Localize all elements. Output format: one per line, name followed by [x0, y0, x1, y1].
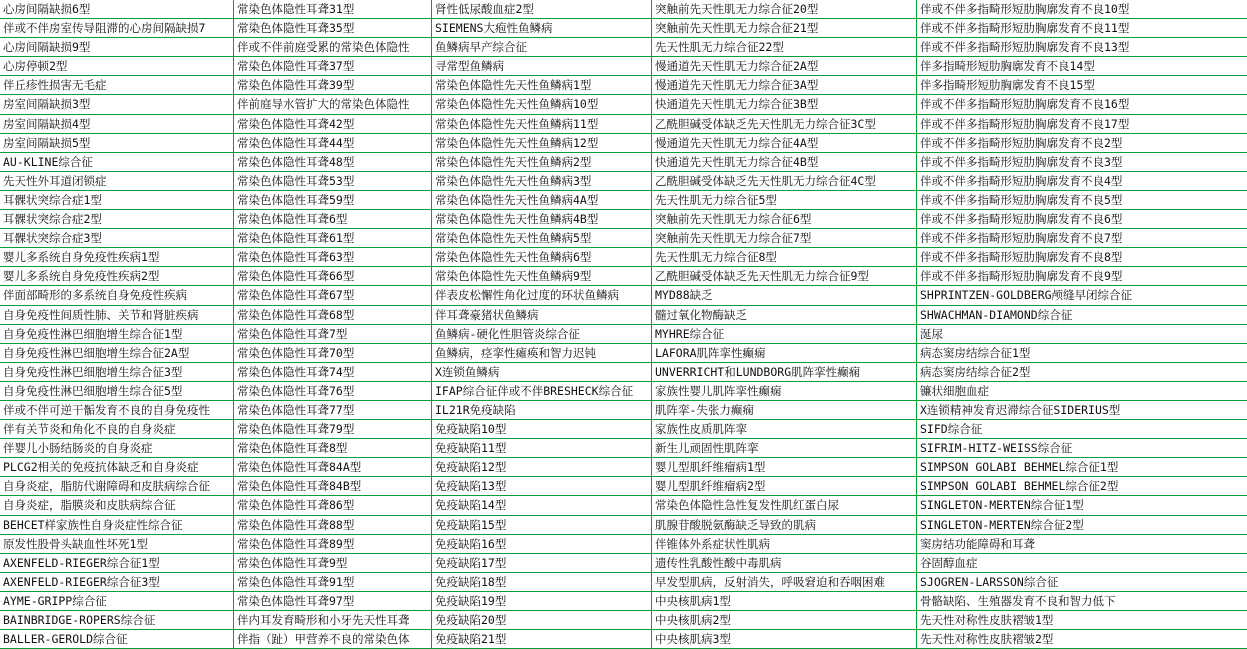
table-cell-r19-c4[interactable]: LAFORA肌阵挛性癫痫: [652, 344, 916, 362]
table-cell-r20-c1[interactable]: 自身免疫性淋巴细胞增生综合征3型: [0, 363, 233, 381]
table-cell-r25-c2[interactable]: 常染色体隐性耳聋84A型: [234, 458, 431, 476]
table-cell-r34-c2[interactable]: 伴指（趾）甲营养不良的常染色体: [234, 630, 431, 648]
table-cell-r7-c4[interactable]: 乙酰胆碱受体缺乏先天性肌无力综合征3C型: [652, 115, 916, 133]
table-cell-r13-c3[interactable]: 常染色体隐性先天性鱼鳞病5型: [432, 229, 651, 247]
table-cell-r13-c2[interactable]: 常染色体隐性耳聋61型: [234, 229, 431, 247]
table-cell-r32-c1[interactable]: AYME-GRIPP综合征: [0, 592, 233, 610]
table-cell-r4-c4[interactable]: 慢通道先天性肌无力综合征2A型: [652, 57, 916, 75]
table-cell-r11-c1[interactable]: 耳髁状突综合症1型: [0, 191, 233, 209]
table-cell-r27-c3[interactable]: 免疫缺陷14型: [432, 496, 651, 514]
table-cell-r23-c4[interactable]: 家族性皮质肌阵挛: [652, 420, 916, 438]
table-cell-r14-c4[interactable]: 先天性肌无力综合征8型: [652, 248, 916, 266]
table-cell-r3-c5[interactable]: 伴或不伴多指畸形短肋胸廓发育不良13型: [917, 38, 1247, 56]
table-cell-r22-c2[interactable]: 常染色体隐性耳聋77型: [234, 401, 431, 419]
table-cell-r19-c3[interactable]: 鱼鳞病，痉挛性瘫痪和智力迟钝: [432, 344, 651, 362]
table-cell-r31-c1[interactable]: AXENFELD-RIEGER综合征3型: [0, 573, 233, 591]
table-cell-r8-c1[interactable]: 房室间隔缺损5型: [0, 134, 233, 152]
table-cell-r24-c1[interactable]: 伴婴儿小肠结肠炎的自身炎症: [0, 439, 233, 457]
table-cell-r16-c2[interactable]: 常染色体隐性耳聋67型: [234, 286, 431, 304]
table-cell-r33-c2[interactable]: 伴内耳发育畸形和小牙先天性耳聋: [234, 611, 431, 629]
table-cell-r30-c5[interactable]: 谷固醇血症: [917, 554, 1247, 572]
table-cell-r30-c4[interactable]: 遗传性乳酸性酸中毒肌病: [652, 554, 916, 572]
table-cell-r5-c5[interactable]: 伴多指畸形短肋胸廓发育不良15型: [917, 76, 1247, 94]
table-cell-r1-c3[interactable]: 肾性低尿酸血症2型: [432, 0, 651, 18]
table-cell-r29-c3[interactable]: 免疫缺陷16型: [432, 535, 651, 553]
table-cell-r13-c1[interactable]: 耳髁状突综合症3型: [0, 229, 233, 247]
table-cell-r4-c2[interactable]: 常染色体隐性耳聋37型: [234, 57, 431, 75]
table-cell-r14-c3[interactable]: 常染色体隐性先天性鱼鳞病6型: [432, 248, 651, 266]
table-cell-r2-c4[interactable]: 突触前先天性肌无力综合征21型: [652, 19, 916, 37]
table-cell-r26-c2[interactable]: 常染色体隐性耳聋84B型: [234, 477, 431, 495]
table-cell-r6-c5[interactable]: 伴或不伴多指畸形短肋胸廓发育不良16型: [917, 95, 1247, 113]
table-cell-r21-c1[interactable]: 自身免疫性淋巴细胞增生综合征5型: [0, 382, 233, 400]
table-cell-r14-c1[interactable]: 婴儿多系统自身免疫性疾病1型: [0, 248, 233, 266]
table-cell-r16-c5[interactable]: SHPRINTZEN-GOLDBERG颅缝早闭综合征: [917, 286, 1247, 304]
table-cell-r4-c3[interactable]: 寻常型鱼鳞病: [432, 57, 651, 75]
table-cell-r28-c1[interactable]: BEHCET样家族性自身炎症性综合征: [0, 516, 233, 534]
table-cell-r13-c5[interactable]: 伴或不伴多指畸形短肋胸廓发育不良7型: [917, 229, 1247, 247]
table-cell-r16-c1[interactable]: 伴面部畸形的多系统自身免疫性疾病: [0, 286, 233, 304]
table-cell-r12-c5[interactable]: 伴或不伴多指畸形短肋胸廓发育不良6型: [917, 210, 1247, 228]
table-cell-r22-c3[interactable]: IL21R免疫缺陷: [432, 401, 651, 419]
table-cell-r11-c2[interactable]: 常染色体隐性耳聋59型: [234, 191, 431, 209]
table-cell-r22-c5[interactable]: X连锁精神发育迟滞综合征SIDERIUS型: [917, 401, 1247, 419]
table-cell-r19-c5[interactable]: 病态窦房结综合征1型: [917, 344, 1247, 362]
table-cell-r11-c5[interactable]: 伴或不伴多指畸形短肋胸廓发育不良5型: [917, 191, 1247, 209]
table-cell-r7-c2[interactable]: 常染色体隐性耳聋42型: [234, 115, 431, 133]
table-cell-r17-c3[interactable]: 伴耳聋豪猪状鱼鳞病: [432, 306, 651, 324]
table-cell-r15-c1[interactable]: 婴儿多系统自身免疫性疾病2型: [0, 267, 233, 285]
table-cell-r31-c5[interactable]: SJOGREN-LARSSON综合征: [917, 573, 1247, 591]
table-cell-r21-c5[interactable]: 镰状细胞血症: [917, 382, 1247, 400]
table-cell-r15-c3[interactable]: 常染色体隐性先天性鱼鳞病9型: [432, 267, 651, 285]
table-cell-r8-c2[interactable]: 常染色体隐性耳聋44型: [234, 134, 431, 152]
table-cell-r3-c3[interactable]: 鱼鳞病早产综合征: [432, 38, 651, 56]
table-cell-r3-c1[interactable]: 心房间隔缺损9型: [0, 38, 233, 56]
table-cell-r28-c3[interactable]: 免疫缺陷15型: [432, 516, 651, 534]
table-cell-r28-c2[interactable]: 常染色体隐性耳聋88型: [234, 516, 431, 534]
table-cell-r10-c3[interactable]: 常染色体隐性先天性鱼鳞病3型: [432, 172, 651, 190]
table-cell-r29-c5[interactable]: 窦房结功能障碍和耳聋: [917, 535, 1247, 553]
table-cell-r12-c1[interactable]: 耳髁状突综合症2型: [0, 210, 233, 228]
table-cell-r34-c3[interactable]: 免疫缺陷21型: [432, 630, 651, 648]
table-cell-r13-c4[interactable]: 突触前先天性肌无力综合征7型: [652, 229, 916, 247]
table-cell-r4-c1[interactable]: 心房停顿2型: [0, 57, 233, 75]
table-cell-r32-c5[interactable]: 骨骼缺陷、生殖器发育不良和智力低下: [917, 592, 1247, 610]
table-cell-r23-c2[interactable]: 常染色体隐性耳聋79型: [234, 420, 431, 438]
table-cell-r12-c3[interactable]: 常染色体隐性先天性鱼鳞病4B型: [432, 210, 651, 228]
table-cell-r24-c3[interactable]: 免疫缺陷11型: [432, 439, 651, 457]
table-cell-r31-c3[interactable]: 免疫缺陷18型: [432, 573, 651, 591]
table-cell-r20-c3[interactable]: X连锁鱼鳞病: [432, 363, 651, 381]
table-cell-r2-c5[interactable]: 伴或不伴多指畸形短肋胸廓发育不良11型: [917, 19, 1247, 37]
table-cell-r1-c5[interactable]: 伴或不伴多指畸形短肋胸廓发育不良10型: [917, 0, 1247, 18]
table-cell-r28-c5[interactable]: SINGLETON-MERTEN综合征2型: [917, 516, 1247, 534]
table-cell-r1-c1[interactable]: 心房间隔缺损6型: [0, 0, 233, 18]
table-cell-r9-c1[interactable]: AU-KLINE综合征: [0, 153, 233, 171]
table-cell-r9-c5[interactable]: 伴或不伴多指畸形短肋胸廓发育不良3型: [917, 153, 1247, 171]
table-cell-r17-c2[interactable]: 常染色体隐性耳聋68型: [234, 306, 431, 324]
table-cell-r8-c3[interactable]: 常染色体隐性先天性鱼鳞病12型: [432, 134, 651, 152]
table-cell-r25-c5[interactable]: SIMPSON GOLABI BEHMEL综合征1型: [917, 458, 1247, 476]
table-cell-r18-c1[interactable]: 自身免疫性淋巴细胞增生综合征1型: [0, 325, 233, 343]
table-cell-r6-c3[interactable]: 常染色体隐性先天性鱼鳞病10型: [432, 95, 651, 113]
table-cell-r6-c4[interactable]: 快通道先天性肌无力综合征3B型: [652, 95, 916, 113]
table-cell-r12-c2[interactable]: 常染色体隐性耳聋6型: [234, 210, 431, 228]
table-cell-r28-c4[interactable]: 肌腺苷酸脱氨酶缺乏导致的肌病: [652, 516, 916, 534]
table-cell-r27-c5[interactable]: SINGLETON-MERTEN综合征1型: [917, 496, 1247, 514]
table-cell-r9-c4[interactable]: 快通道先天性肌无力综合征4B型: [652, 153, 916, 171]
table-cell-r32-c3[interactable]: 免疫缺陷19型: [432, 592, 651, 610]
table-cell-r8-c4[interactable]: 慢通道先天性肌无力综合征4A型: [652, 134, 916, 152]
table-cell-r34-c1[interactable]: BALLER-GEROLD综合征: [0, 630, 233, 648]
table-cell-r34-c5[interactable]: 先天性对称性皮肤褶皱2型: [917, 630, 1247, 648]
table-cell-r21-c3[interactable]: IFAP综合征伴或不伴BRESHECK综合征: [432, 382, 651, 400]
table-cell-r21-c4[interactable]: 家族性婴儿肌阵挛性癫痫: [652, 382, 916, 400]
table-cell-r17-c5[interactable]: SHWACHMAN-DIAMOND综合征: [917, 306, 1247, 324]
table-cell-r1-c2[interactable]: 常染色体隐性耳聋31型: [234, 0, 431, 18]
table-cell-r3-c2[interactable]: 伴或不伴前庭受累的常染色体隐性: [234, 38, 431, 56]
table-cell-r18-c2[interactable]: 常染色体隐性耳聋7型: [234, 325, 431, 343]
table-cell-r26-c1[interactable]: 自身炎症，脂肪代谢障碍和皮肤病综合征: [0, 477, 233, 495]
table-cell-r10-c5[interactable]: 伴或不伴多指畸形短肋胸廓发育不良4型: [917, 172, 1247, 190]
table-cell-r2-c1[interactable]: 伴或不伴房室传导阻滞的心房间隔缺损7: [0, 19, 233, 37]
table-cell-r11-c4[interactable]: 先天性肌无力综合征5型: [652, 191, 916, 209]
table-cell-r5-c2[interactable]: 常染色体隐性耳聋39型: [234, 76, 431, 94]
table-cell-r27-c4[interactable]: 常染色体隐性急性复发性肌红蛋白尿: [652, 496, 916, 514]
table-cell-r18-c3[interactable]: 鱼鳞病-硬化性胆管炎综合征: [432, 325, 651, 343]
table-cell-r25-c3[interactable]: 免疫缺陷12型: [432, 458, 651, 476]
table-cell-r30-c1[interactable]: AXENFELD-RIEGER综合征1型: [0, 554, 233, 572]
table-cell-r33-c3[interactable]: 免疫缺陷20型: [432, 611, 651, 629]
table-cell-r24-c2[interactable]: 常染色体隐性耳聋8型: [234, 439, 431, 457]
table-cell-r32-c2[interactable]: 常染色体隐性耳聋97型: [234, 592, 431, 610]
table-cell-r23-c1[interactable]: 伴有关节炎和角化不良的自身炎症: [0, 420, 233, 438]
table-cell-r33-c5[interactable]: 先天性对称性皮肤褶皱1型: [917, 611, 1247, 629]
table-cell-r10-c2[interactable]: 常染色体隐性耳聋53型: [234, 172, 431, 190]
table-cell-r34-c4[interactable]: 中央核肌病3型: [652, 630, 916, 648]
table-cell-r7-c3[interactable]: 常染色体隐性先天性鱼鳞病11型: [432, 115, 651, 133]
table-cell-r32-c4[interactable]: 中央核肌病1型: [652, 592, 916, 610]
table-cell-r8-c5[interactable]: 伴或不伴多指畸形短肋胸廓发育不良2型: [917, 134, 1247, 152]
table-cell-r5-c1[interactable]: 伴丘疹性损害无毛症: [0, 76, 233, 94]
table-cell-r25-c1[interactable]: PLCG2相关的免疫抗体缺乏和自身炎症: [0, 458, 233, 476]
table-cell-r15-c5[interactable]: 伴或不伴多指畸形短肋胸廓发育不良9型: [917, 267, 1247, 285]
table-cell-r22-c1[interactable]: 伴或不伴可逆干骺发育不良的自身免疫性: [0, 401, 233, 419]
table-cell-r20-c4[interactable]: UNVERRICHT和LUNDBORG肌阵挛性癫痫: [652, 363, 916, 381]
table-cell-r14-c5[interactable]: 伴或不伴多指畸形短肋胸廓发育不良8型: [917, 248, 1247, 266]
table-cell-r19-c1[interactable]: 自身免疫性淋巴细胞增生综合征2A型: [0, 344, 233, 362]
table-cell-r21-c2[interactable]: 常染色体隐性耳聋76型: [234, 382, 431, 400]
table-cell-r29-c1[interactable]: 原发性股骨头缺血性坏死1型: [0, 535, 233, 553]
table-cell-r19-c2[interactable]: 常染色体隐性耳聋70型: [234, 344, 431, 362]
table-cell-r10-c1[interactable]: 先天性外耳道闭锁症: [0, 172, 233, 190]
table-cell-r23-c5[interactable]: SIFD综合征: [917, 420, 1247, 438]
table-cell-r3-c4[interactable]: 先天性肌无力综合征22型: [652, 38, 916, 56]
table-cell-r5-c3[interactable]: 常染色体隐性先天性鱼鳞病1型: [432, 76, 651, 94]
table-cell-r15-c2[interactable]: 常染色体隐性耳聋66型: [234, 267, 431, 285]
table-cell-r14-c2[interactable]: 常染色体隐性耳聋63型: [234, 248, 431, 266]
table-cell-r29-c2[interactable]: 常染色体隐性耳聋89型: [234, 535, 431, 553]
table-cell-r7-c1[interactable]: 房室间隔缺损4型: [0, 115, 233, 133]
table-cell-r22-c4[interactable]: 肌阵挛-失张力癫痫: [652, 401, 916, 419]
table-cell-r6-c2[interactable]: 伴前庭导水管扩大的常染色体隐性: [234, 95, 431, 113]
table-cell-r18-c5[interactable]: 涎尿: [917, 325, 1247, 343]
table-cell-r31-c4[interactable]: 早发型肌病，反射消失，呼吸窘迫和吞咽困难: [652, 573, 916, 591]
table-cell-r12-c4[interactable]: 突触前先天性肌无力综合征6型: [652, 210, 916, 228]
table-cell-r18-c4[interactable]: MYHRE综合征: [652, 325, 916, 343]
table-cell-r30-c3[interactable]: 免疫缺陷17型: [432, 554, 651, 572]
table-cell-r23-c3[interactable]: 免疫缺陷10型: [432, 420, 651, 438]
table-cell-r26-c4[interactable]: 婴儿型肌纤维瘤病2型: [652, 477, 916, 495]
table-cell-r10-c4[interactable]: 乙酰胆碱受体缺乏先天性肌无力综合征4C型: [652, 172, 916, 190]
table-cell-r27-c2[interactable]: 常染色体隐性耳聋86型: [234, 496, 431, 514]
table-cell-r26-c5[interactable]: SIMPSON GOLABI BEHMEL综合征2型: [917, 477, 1247, 495]
table-cell-r5-c4[interactable]: 慢通道先天性肌无力综合征3A型: [652, 76, 916, 94]
table-cell-r26-c3[interactable]: 免疫缺陷13型: [432, 477, 651, 495]
table-cell-r25-c4[interactable]: 婴儿型肌纤维瘤病1型: [652, 458, 916, 476]
table-cell-r16-c4[interactable]: MYD88缺乏: [652, 286, 916, 304]
table-cell-r30-c2[interactable]: 常染色体隐性耳聋9型: [234, 554, 431, 572]
table-cell-r17-c1[interactable]: 自身免疫性间质性肺、关节和肾脏疾病: [0, 306, 233, 324]
table-cell-r20-c5[interactable]: 病态窦房结综合征2型: [917, 363, 1247, 381]
table-cell-r33-c4[interactable]: 中央核肌病2型: [652, 611, 916, 629]
table-cell-r15-c4[interactable]: 乙酰胆碱受体缺乏先天性肌无力综合征9型: [652, 267, 916, 285]
table-cell-r24-c5[interactable]: SIFRIM-HITZ-WEISS综合征: [917, 439, 1247, 457]
table-cell-r17-c4[interactable]: 髓过氧化物酶缺乏: [652, 306, 916, 324]
table-cell-r9-c2[interactable]: 常染色体隐性耳聋48型: [234, 153, 431, 171]
table-cell-r27-c1[interactable]: 自身炎症，脂膜炎和皮肤病综合征: [0, 496, 233, 514]
table-cell-r16-c3[interactable]: 伴表皮松懈性角化过度的环状鱼鳞病: [432, 286, 651, 304]
table-cell-r29-c4[interactable]: 伴锥体外系症状性肌病: [652, 535, 916, 553]
table-cell-r4-c5[interactable]: 伴多指畸形短肋胸廓发育不良14型: [917, 57, 1247, 75]
table-cell-r1-c4[interactable]: 突触前先天性肌无力综合征20型: [652, 0, 916, 18]
table-cell-r24-c4[interactable]: 新生儿顽固性肌阵挛: [652, 439, 916, 457]
table-cell-r11-c3[interactable]: 常染色体隐性先天性鱼鳞病4A型: [432, 191, 651, 209]
table-cell-r6-c1[interactable]: 房室间隔缺损3型: [0, 95, 233, 113]
table-cell-r31-c2[interactable]: 常染色体隐性耳聋91型: [234, 573, 431, 591]
table-cell-r2-c3[interactable]: SIEMENS大疱性鱼鳞病: [432, 19, 651, 37]
table-cell-r20-c2[interactable]: 常染色体隐性耳聋74型: [234, 363, 431, 381]
table-cell-r9-c3[interactable]: 常染色体隐性先天性鱼鳞病2型: [432, 153, 651, 171]
table-cell-r7-c5[interactable]: 伴或不伴多指畸形短肋胸廓发育不良17型: [917, 115, 1247, 133]
table-cell-r33-c1[interactable]: BAINBRIDGE-ROPERS综合征: [0, 611, 233, 629]
table-cell-r2-c2[interactable]: 常染色体隐性耳聋35型: [234, 19, 431, 37]
